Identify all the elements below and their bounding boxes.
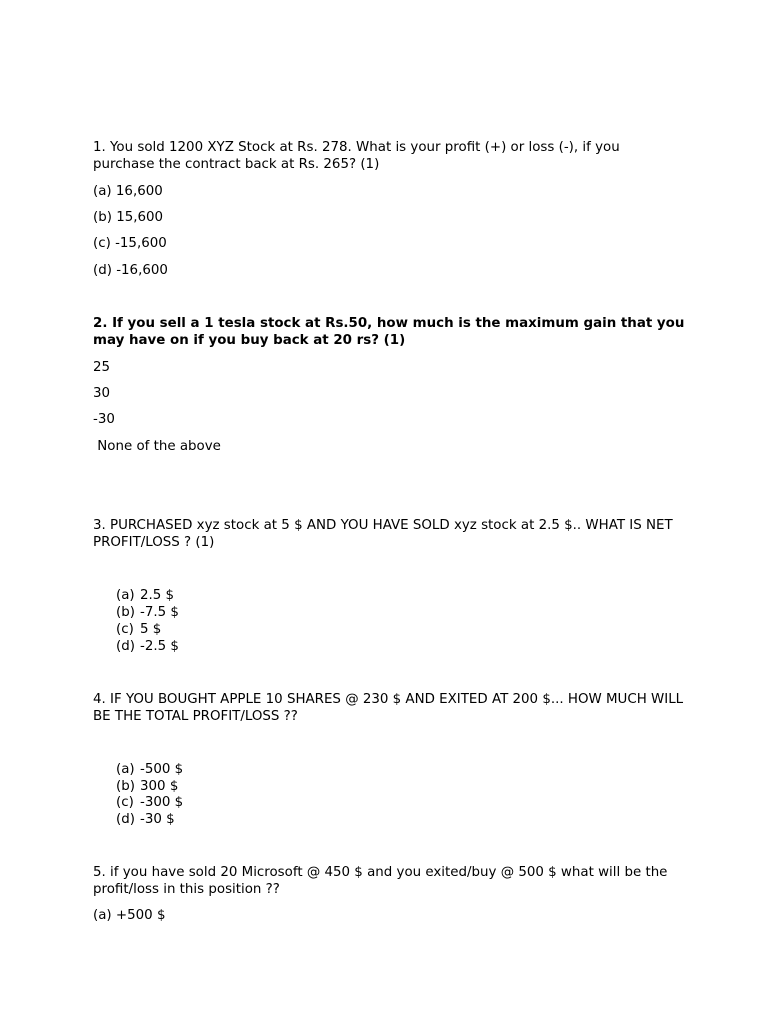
option-label: (c) — [116, 622, 134, 637]
option-value: 2.5 $ — [140, 588, 175, 603]
option-label: (a) — [116, 588, 135, 603]
question-4-option-b — [116, 778, 178, 795]
option-value: -2.5 $ — [140, 639, 179, 654]
option-value: 5 $ — [140, 622, 162, 637]
question-2-text: 2. If you sell a 1 tesla stock at Rs.50, how much is the maximum gain that you may have on if you buy back at 20 rs? (1) — [93, 316, 685, 348]
question-1-option-a: (a) 16,600 — [93, 184, 163, 199]
question-3-option-b — [116, 604, 179, 621]
option-label: (d) — [116, 639, 135, 654]
option-label: (a) — [116, 762, 135, 777]
question-4-option-a — [116, 761, 183, 778]
question-2-option-1: 25 — [93, 360, 111, 375]
question-2-option-3: -30 — [93, 412, 115, 427]
option-value: -300 $ — [140, 795, 184, 810]
option-label: (d) — [116, 812, 135, 827]
question-4-option-c — [116, 794, 183, 811]
question-4-text: 4. IF YOU BOUGHT APPLE 10 SHARES @ 230 $ AND EXITED AT 200 $... HOW MUCH WILL BE THE TOTAL PROFIT/LOSS ?? — [93, 692, 684, 724]
question-3-option-a — [116, 587, 174, 604]
question-2-option-2: 30 — [93, 386, 111, 401]
option-label: (b) — [116, 779, 135, 794]
question-2-option-4: None of the above — [93, 439, 221, 454]
question-1-option-b: (b) 15,600 — [93, 210, 164, 225]
question-1-option-c: (c) -15,600 — [93, 236, 167, 251]
question-1-text: 1. You sold 1200 XYZ Stock at Rs. 278. What is your profit (+) or loss (-), if you purchase the contract back at Rs. 265? (1) — [93, 140, 620, 172]
question-5-option-a: (a) +500 $ — [93, 908, 166, 923]
option-label: (c) — [116, 795, 134, 810]
question-5-text: 5. if you have sold 20 Microsoft @ 450 $ and you exited/buy @ 500 $ what will be the profit/loss in this position ?? — [93, 865, 668, 897]
option-value: -30 $ — [140, 812, 175, 827]
question-1-option-d: (d) -16,600 — [93, 263, 168, 278]
option-value: -500 $ — [140, 762, 184, 777]
option-value: 300 $ — [140, 779, 179, 794]
question-3-option-d — [116, 638, 179, 655]
option-label: (b) — [116, 605, 135, 620]
question-3-option-c — [116, 621, 161, 638]
question-4-option-d — [116, 811, 175, 828]
option-value: -7.5 $ — [140, 605, 179, 620]
question-3-text: 3. PURCHASED xyz stock at 5 $ AND YOU HAVE SOLD xyz stock at 2.5 $.. WHAT IS NET PROFIT/LOSS ? (1) — [93, 518, 673, 550]
